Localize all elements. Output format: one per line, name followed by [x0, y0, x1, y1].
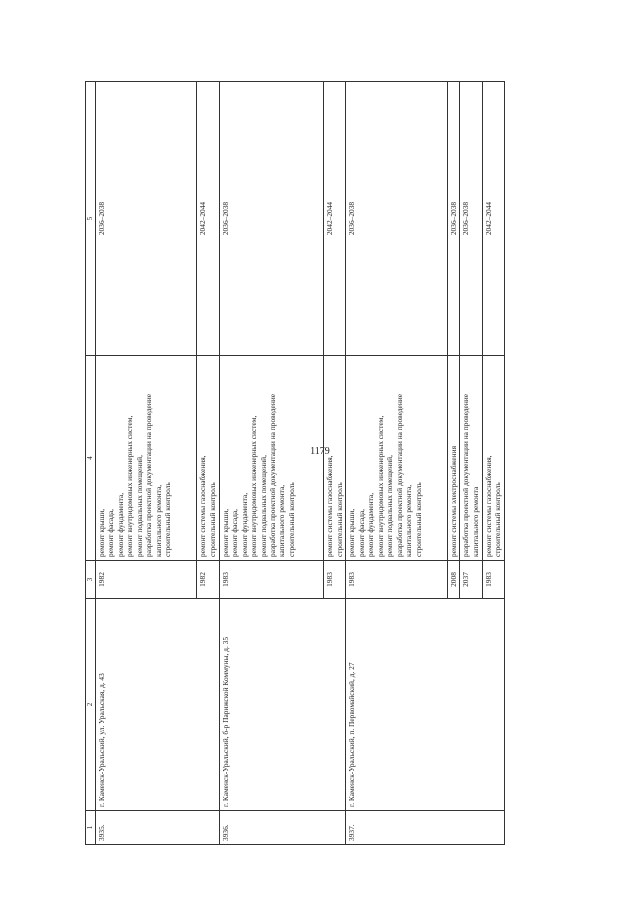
address-cell: г. Каменск-Уральский, ул. Уральская, д. 43	[96, 599, 220, 811]
work-cell: разработка проектной документации на проведение капитального ремонта	[460, 356, 482, 561]
period-cell: 2036–2038	[447, 82, 460, 356]
period-cell: 2036–2038	[96, 82, 197, 356]
address-cell: г. Каменск-Уральский, б-р Парижской Коммуны, д. 35	[219, 599, 346, 811]
table-container	[85, 82, 505, 845]
address-cell: г. Каменск-Уральский, п. Первомайский, д. 27	[346, 599, 505, 811]
work-cell: ремонт крыши, ремонт фасада, ремонт фундамента, ремонт внутридомовых инженерных систем, ремонт подвальных помещений, разработка проектной документации на проведение капитального ремонта, строительный контроль	[96, 356, 197, 561]
row-number: 3935.	[96, 811, 220, 845]
table-row	[96, 82, 197, 845]
work-cell: ремонт системы газоснабжения, строительный контроль	[324, 356, 346, 561]
work-cell: ремонт крыши, ремонт фасада, ремонт фундамента, ремонт внутридомовых инженерных систем, ремонт подвальных помещений, разработка проектной документации на проведение капитального ремонта, строительный контроль	[219, 356, 323, 561]
period-cell: 2036–2038	[219, 82, 323, 356]
year-cell: 1982	[96, 561, 197, 599]
period-cell: 2042–2044	[482, 82, 504, 356]
period-cell: 2042–2044	[324, 82, 346, 356]
period-cell: 2042–2044	[197, 82, 219, 356]
year-cell: 2037	[460, 561, 482, 599]
row-number: 3936.	[219, 811, 346, 845]
year-cell: 1982	[197, 561, 219, 599]
period-cell: 2036–2038	[460, 82, 482, 356]
header-col-5: 5	[86, 82, 96, 356]
work-cell: ремонт системы газоснабжения, строительный контроль	[197, 356, 219, 561]
header-col-2: 2	[86, 599, 96, 811]
work-cell: ремонт крыши, ремонт фасада, ремонт фундамента, ремонт внутридомовых инженерных систем, ремонт подвальных помещений, разработка проектной документации на проведение капитального ремонта, строительный контроль	[346, 356, 447, 561]
header-col-4: 4	[86, 356, 96, 561]
table-row	[346, 82, 447, 845]
year-cell: 1983	[346, 561, 447, 599]
header-col-1: 1	[86, 811, 96, 845]
header-col-3: 3	[86, 561, 96, 599]
work-cell: ремонт системы электроснабжения	[447, 356, 460, 561]
year-cell: 1983	[219, 561, 323, 599]
table-row	[219, 82, 323, 845]
period-cell: 2036–2038	[346, 82, 447, 356]
row-number: 3937.	[346, 811, 505, 845]
repair-schedule-table	[85, 81, 505, 845]
year-cell: 2008	[447, 561, 460, 599]
page-number: 1179	[310, 446, 330, 457]
header-row	[86, 82, 96, 845]
year-cell: 1983	[482, 561, 504, 599]
year-cell: 1983	[324, 561, 346, 599]
work-cell: ремонт системы газоснабжения, строительный контроль	[482, 356, 504, 561]
